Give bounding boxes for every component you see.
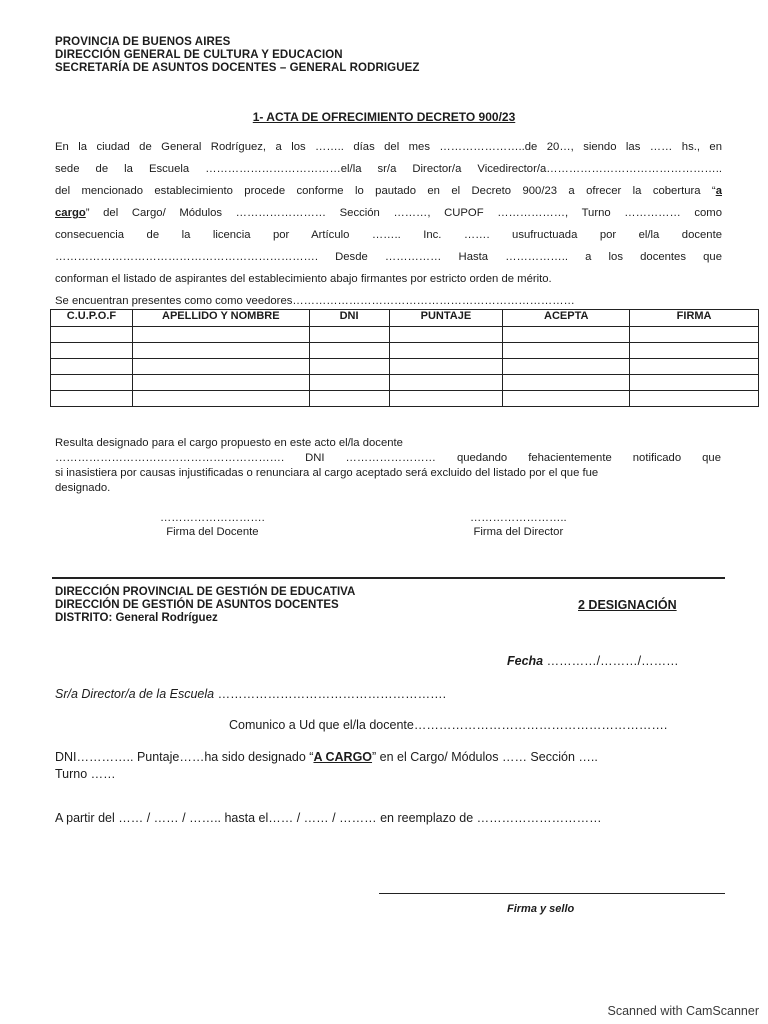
header-secretariat: SECRETARÍA DE ASUNTOS DOCENTES – GENERAL RODRIGUEZ [55, 62, 420, 74]
acta-line-3 [55, 180, 722, 202]
a-cargo-emphasis-3: A CARGO [313, 750, 373, 764]
table-cell [51, 359, 133, 375]
table-row [51, 343, 759, 359]
firma-sello-label: Firma y sello [507, 903, 575, 915]
acta-line-8: Se encuentran presentes como como veedores………………………………………………………………… [55, 295, 575, 307]
fecha-line [507, 654, 679, 668]
header2-line-1: DIRECCIÓN PROVINCIAL DE GESTIÓN DE EDUCATIVA [55, 586, 356, 598]
table-cell [389, 391, 503, 407]
designation-result [55, 436, 721, 496]
candidates-table [50, 309, 759, 407]
dni-text-c: ” en el Cargo/ Módulos …… Sección ….. [372, 750, 598, 764]
header-province: PROVINCIA DE BUENOS AIRES [55, 36, 231, 48]
institution-header [55, 36, 420, 75]
col-puntaje: PUNTAJE [389, 310, 503, 327]
dni-line-1 [55, 749, 598, 766]
acta-line-4-text: ” del Cargo/ Módulos …………………… Sección ………, CUPOF ………………, Turno …………… como [85, 207, 722, 219]
result-line-1: Resulta designado para el cargo propuesto en este acto el/la docente [55, 437, 403, 449]
acta-line-6: ……………………………………………………………. Desde …………… Hasta …………….. a los docentes que [55, 251, 722, 263]
comunico-line: Comunico a Ud que el/la docente……………………………………………………. [229, 718, 668, 732]
col-acepta: ACEPTA [503, 310, 630, 327]
table-cell [630, 359, 759, 375]
dni-line [55, 749, 598, 783]
table-cell [630, 391, 759, 407]
dni-line-2: Turno …… [55, 767, 116, 781]
sr-director-label: Sr/a Director/a de la Escuela [55, 687, 215, 701]
table-cell [309, 375, 389, 391]
a-cargo-emphasis-2: cargo [55, 207, 86, 219]
signature-director-dots: …………………….. [470, 512, 567, 524]
table-row [51, 327, 759, 343]
section2-header [55, 586, 355, 625]
col-cupof: C.U.P.O.F [51, 310, 133, 327]
acta-line-3-text: del mencionado establecimiento procede conforme lo pautado en el Decreto 900/23 a ofrecer la cobertura “ [55, 185, 716, 197]
table-cell [503, 375, 630, 391]
table-cell [630, 343, 759, 359]
fecha-label: Fecha [507, 654, 544, 668]
table-cell [309, 359, 389, 375]
table-cell [132, 343, 309, 359]
table-cell [309, 391, 389, 407]
table-cell [503, 391, 630, 407]
result-line-4: designado. [55, 482, 111, 494]
acta-paragraph [55, 136, 722, 312]
table-row [51, 375, 759, 391]
table-cell [503, 327, 630, 343]
document-title: 1- ACTA DE OFRECIMIENTO DECRETO 900/23 [252, 110, 516, 124]
table-cell [51, 375, 133, 391]
signature-docente [160, 511, 265, 539]
table-cell [389, 375, 503, 391]
signature-docente-dots: ………………………. [160, 512, 265, 524]
result-line-2: ……………………………………………………. DNI …………………… quedando fehacientemente notificado que [55, 452, 721, 464]
signature-docente-label: Firma del Docente [166, 526, 259, 538]
header2-line-2: DIRECCIÓN DE GESTIÓN DE ASUNTOS DOCENTES [55, 599, 339, 611]
firma-sello-rule [379, 893, 725, 894]
table-cell [309, 327, 389, 343]
table-row [51, 359, 759, 375]
scanner-watermark: Scanned with CamScanner [607, 1004, 759, 1018]
dni-text-a: DNI………….. Puntaje……ha sido designado “ [55, 750, 314, 764]
acta-line-2: sede de la Escuela ………………………………el/la sr/a Director/a Vicedirector/a……………………………………….. [55, 163, 722, 175]
sr-director-line [55, 687, 446, 701]
col-apellido-nombre: APELLIDO Y NOMBRE [132, 310, 309, 327]
table-cell [132, 375, 309, 391]
table-cell [503, 359, 630, 375]
table-cell [132, 391, 309, 407]
signature-director-label: Firma del Director [473, 526, 564, 538]
table-cell [309, 343, 389, 359]
table-cell [132, 327, 309, 343]
col-dni: DNI [309, 310, 389, 327]
acta-line-5: consecuencia de la licencia por Artículo …….. Inc. ……. usufructuada por el/la docente [55, 229, 722, 241]
table-cell [389, 327, 503, 343]
acta-line-7: conforman el listado de aspirantes del establecimiento abajo firmantes por estricto orden de mérito. [55, 273, 552, 285]
sr-director-dots: ………………………………………………. [217, 687, 447, 701]
a-partir-line: A partir del …… / …… / …….. hasta el…… / …… / ……… en reemplazo de ………………………… [55, 811, 602, 825]
table-cell [389, 359, 503, 375]
result-line-3: si inasistiera por causas injustificadas o renunciara al cargo aceptado será excluido del listado por el que fue [55, 467, 599, 479]
header2-district: DISTRITO: General Rodríguez [55, 612, 218, 624]
table-cell [51, 391, 133, 407]
table-row [51, 391, 759, 407]
signature-director [470, 511, 567, 539]
a-cargo-emphasis-1: a [715, 185, 722, 197]
fecha-value: …………/………/……… [546, 654, 679, 668]
table-header-row [51, 310, 759, 327]
table-cell [630, 327, 759, 343]
table-cell [51, 343, 133, 359]
header-directorate: DIRECCIÓN GENERAL DE CULTURA Y EDUCACION [55, 49, 343, 61]
table-cell [630, 375, 759, 391]
acta-line-4 [55, 202, 722, 224]
col-firma: FIRMA [630, 310, 759, 327]
table-cell [389, 343, 503, 359]
section-divider [52, 577, 725, 579]
acta-line-1: En la ciudad de General Rodríguez, a los …….. días del mes …………………..de 20…, siendo las …… hs., en [55, 141, 722, 153]
table-cell [51, 327, 133, 343]
table-cell [132, 359, 309, 375]
designacion-title: 2 DESIGNACIÓN [578, 598, 677, 612]
table-cell [503, 343, 630, 359]
